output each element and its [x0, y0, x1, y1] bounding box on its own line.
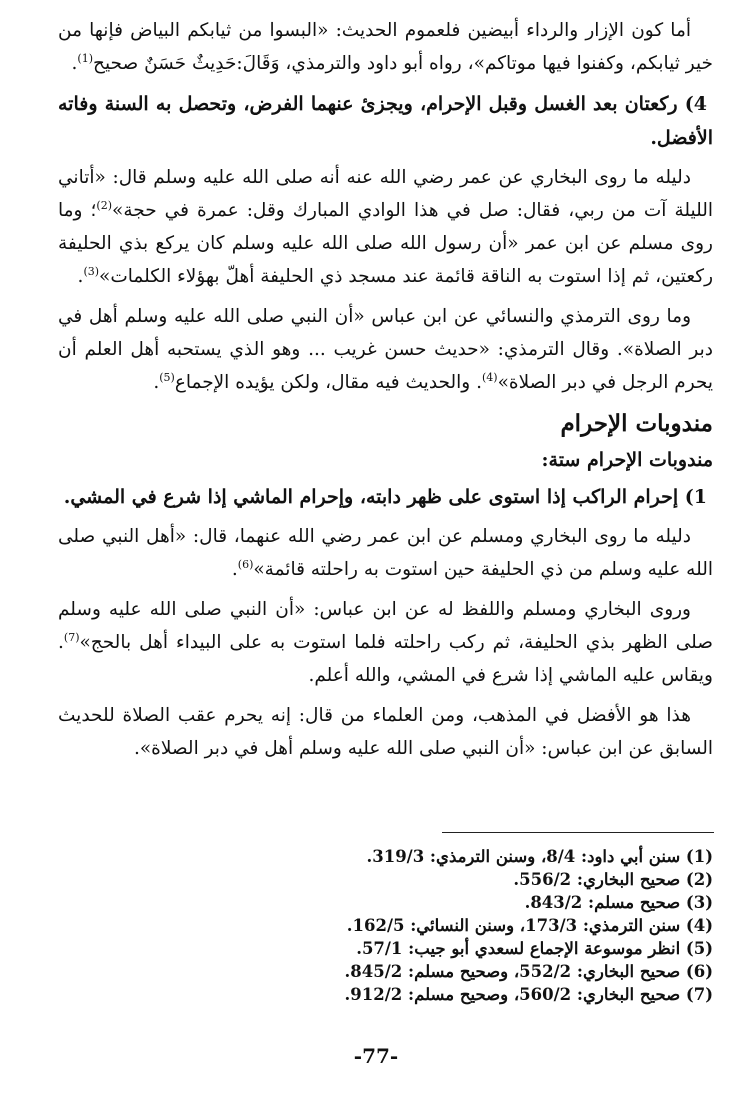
- footnote-divider: [442, 832, 714, 833]
- footnote-ref[interactable]: (4): [481, 370, 498, 384]
- paragraph-text: أما كون الإزار والرداء أبيضين فلعموم الحديث: «البسوا من ثيابكم البياض فإنها من خير ثيابكم، وكفنوا فيها موتاكم»، رواه أبو داود والترمذي، وَقَالَ:حَدِيثٌ حَسَنٌ صحيح: [58, 20, 713, 74]
- section-title: مندوبات الإحرام: [560, 410, 713, 437]
- paragraph-evidence-umar: دليله ما روى البخاري عن عمر رضي الله عنه أنه صلى الله عليه وسلم قال: «أتاني الليلة آت من ربي، فقال: صل في هذا الوادي المبارك وقل: عمرة في حجة»$^{(2)}$؛ وما روى مسلم عن ابن عمر «أن رسول الله صلى الله عليه وسلم كان يركع بذي الحليفة ركعتين، ثم إذا استوت به الناقة قائمة عند مسجد ذي الحليفة أهلّ بهؤلاء الكلمات»$^{(3)}$.: [58, 167, 713, 287]
- footnote-3: (3) صحيح مسلم: 843/2.: [524, 893, 713, 912]
- footnote-ref[interactable]: (5): [159, 370, 175, 384]
- paragraph-text: وما روى الترمذي والنسائي عن ابن عباس «أن النبي صلى الله عليه وسلم أهل في دبر الصلاة». وقال الترمذي: «حديث حسن غريب ... وهو الذي يستحبه أهل العلم أن يحرم الرجل في دبر الصلاة»: [58, 306, 713, 393]
- footnotes: [58, 845, 713, 1006]
- paragraph-text: . ويقاس عليه الماشي إذا شرع في المشي، والله أعلم.: [58, 632, 713, 686]
- paragraph-evidence-ibn-abbas: وما روى الترمذي والنسائي عن ابن عباس «أن النبي صلى الله عليه وسلم أهل في دبر الصلاة». وقال الترمذي: «حديث حسن غريب ... وهو الذي يستحبه أهل العلم أن يحرم الرجل في دبر الصلاة»$^{(4)}$. والحديث فيه مقال، ولكن يؤيده الإجماع$^{(5)}$.: [58, 306, 713, 393]
- footnote-2: (2) صحيح البخاري: 556/2.: [513, 870, 713, 889]
- footnote-7: (7) صحيح البخاري: 560/2، وصحيح مسلم: 912/2.: [344, 985, 713, 1004]
- paragraph-text: . والحديث فيه مقال، ولكن يؤيده الإجماع: [174, 372, 482, 393]
- footnote-ref[interactable]: (3): [83, 264, 100, 278]
- item-ihram-rider: 1) إحرام الراكب إذا استوى على ظهر دابته، وإحرام الماشي إذا شرع في المشي.: [63, 486, 707, 508]
- sub-title: مندوبات الإحرام ستة:: [541, 449, 713, 471]
- page-body: [58, 14, 713, 772]
- paragraph-madhhab-preference: هذا هو الأفضل في المذهب، ومن العلماء من قال: إنه يحرم عقب الصلاة للحديث السابق عن ابن عباس: «أن النبي صلى الله عليه وسلم أهل في دبر الصلاة».: [58, 705, 713, 759]
- footnote-4: (4) سنن الترمذي: 173/3، وسنن النسائي: 162/5.: [346, 916, 713, 935]
- paragraph-text: ؛ وما روى مسلم عن ابن عمر «أن رسول الله صلى الله عليه وسلم كان يركع بذي الحليفة ركعتين، ثم إذا استوت به الناقة قائمة عند مسجد ذي الحليفة أهلّ بهؤلاء الكلمات»: [58, 200, 713, 287]
- footnote-ref[interactable]: (2): [96, 198, 113, 212]
- footnote-ref[interactable]: (7): [63, 630, 80, 644]
- paragraph-evidence-ibn-umar: دليله ما روى البخاري ومسلم عن ابن عمر رضي الله عنهما، قال: «أهل النبي صلى الله عليه وسلم من ذي الحليفة حين استوت به راحلته قائمة»$^{(6)}$.: [58, 526, 713, 580]
- paragraph-text: دليله ما روى البخاري ومسلم عن ابن عمر رضي الله عنهما، قال: «أهل النبي صلى الله عليه وسلم من ذي الحليفة حين استوت به راحلته قائمة»: [58, 526, 713, 580]
- paragraph-white-garments: أما كون الإزار والرداء أبيضين فلعموم الحديث: «البسوا من ثيابكم البياض فإنها من خير ثيابكم، وكفنوا فيها موتاكم»، رواه أبو داود والترمذي، وَقَالَ:حَدِيثٌ حَسَنٌ صحيح$^{(1)}$.: [58, 20, 713, 74]
- paragraph-bukhari-muslim: [58, 593, 713, 692]
- footnote-1: (1) سنن أبي داود: 8/4، وسنن الترمذي: 319/3.: [366, 847, 713, 866]
- item-two-rakahs: 4) ركعتان بعد الغسل وقبل الإحرام، ويجزئ عنهما الفرض، وتحصل به السنة وفاته الأفضل.: [58, 93, 713, 149]
- paragraph-text: وروى البخاري ومسلم واللفظ له عن ابن عباس: «أن النبي صلى الله عليه وسلم صلى الظهر بذي الحليفة، ثم ركب راحلته فلما استوت به على البيداء أهل بالحج»: [58, 599, 713, 653]
- footnote-ref[interactable]: (6): [237, 557, 254, 571]
- paragraph-text: دليله ما روى البخاري عن عمر رضي الله عنه أنه صلى الله عليه وسلم قال: «أتاني الليلة آت من ربي، فقال: صل في هذا الوادي المبارك وقل: عمرة في حجة»: [58, 167, 713, 221]
- footnote-5: (5) انظر موسوعة الإجماع لسعدي أبو جيب: 57/1.: [356, 939, 713, 958]
- page-number: -77-: [353, 1044, 399, 1068]
- footnote-6: (6) صحيح البخاري: 552/2، وصحيح مسلم: 845/2.: [344, 962, 713, 981]
- footnote-ref[interactable]: (1): [77, 51, 94, 65]
